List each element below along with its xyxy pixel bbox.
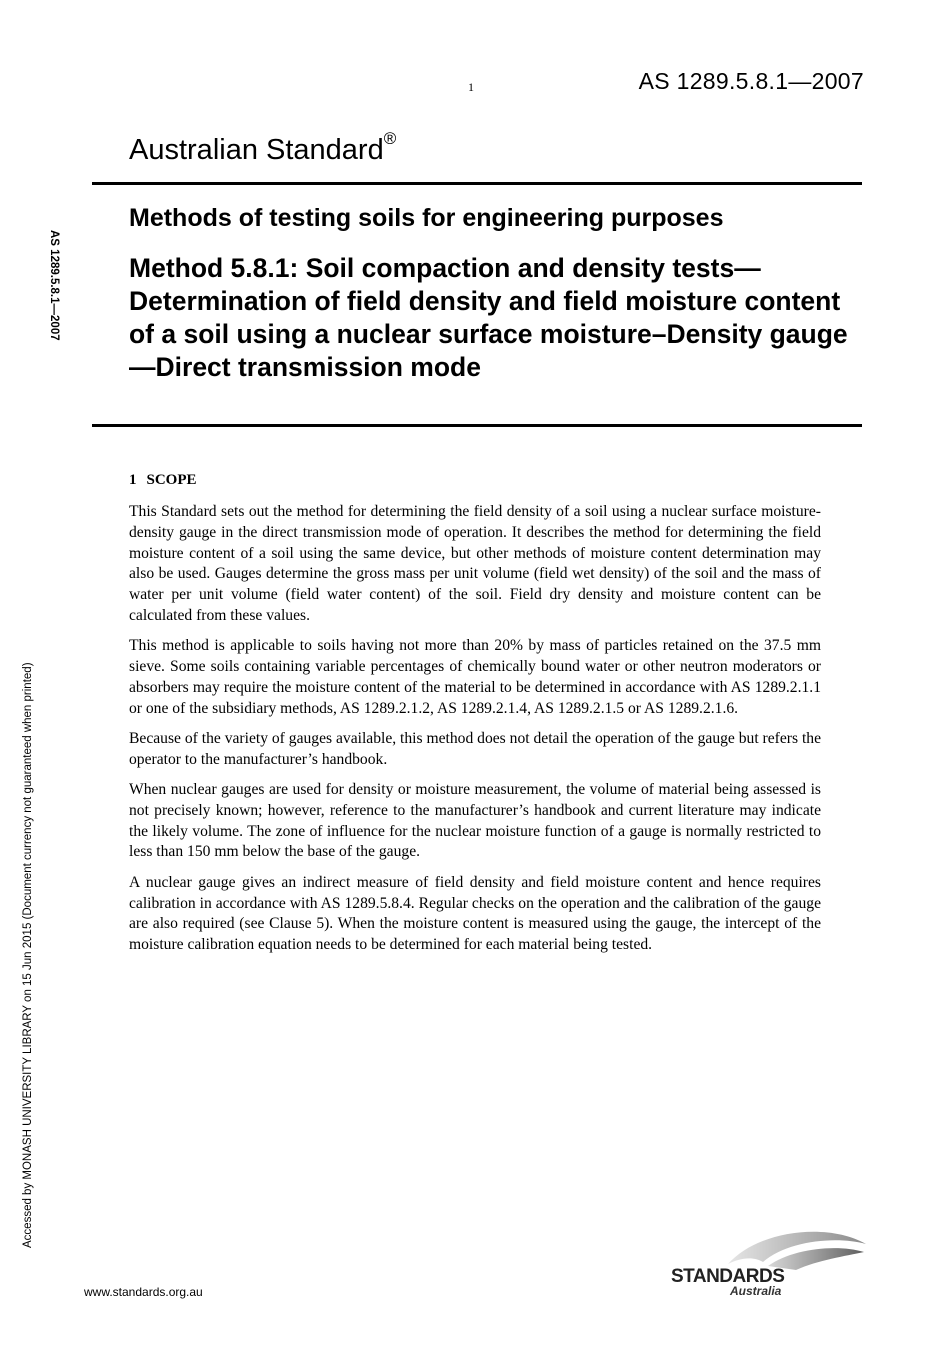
document-code: AS 1289.5.8.1—2007 [638, 68, 864, 94]
section-title: SCOPE [146, 472, 197, 488]
registered-mark: ® [383, 129, 397, 149]
scope-paragraph-1: This Standard sets out the method for determining the field density of a soil using a nuclear surface moisture-density gauge in the direct transmission mode of operation. It describes the method for determining the field moisture content of a soil using the same device, but other methods of moisture content determination may also be used. Gauges determine the gross mass per unit volume (field wet density) of the soil and the mass of water per unit volume (field water content) of the soil. Field dry density and moisture content can be calculated from these values. [129, 503, 821, 624]
scope-paragraph-4: When nuclear gauges are used for density or moisture measurement, the volume of material being assessed is not precisely known; however, reference to the manufacturer’s handbook and current literature may indicate the likely volume. The zone of influence for the nuclear moisture function of a gauge is normally restricted to less than 150 mm below the base of the gauge. [129, 781, 821, 861]
standard-label-text: Australian Standard [129, 134, 384, 166]
logo-subtitle: Australia [730, 1284, 782, 1298]
page-number: 1 [468, 80, 474, 94]
standards-australia-logo [668, 1226, 868, 1302]
series-title: Methods of testing soils for engineering purposes [129, 204, 724, 232]
scope-paragraph-3: Because of the variety of gauges available, this method does not detail the operation of the gauge but refers the operator to the manufacturer’s handbook. [129, 729, 821, 768]
standard-label [129, 129, 397, 167]
scope-body [129, 502, 821, 965]
footer-url[interactable]: www.standards.org.au [84, 1285, 203, 1299]
section-heading [129, 472, 197, 489]
title-top-rule [92, 182, 862, 185]
section-number: 1 [129, 472, 137, 488]
logo-name: STANDARDS [671, 1266, 785, 1287]
access-notice: Accessed by MONASH UNIVERSITY LIBRARY on 15 Jun 2015 (Document currency not guaranteed when printed) [22, 662, 34, 1248]
method-title: Method 5.8.1: Soil compaction and density tests—Determination of field density and field moisture content of a soil using a nuclear surface moisture–Density gauge—Direct transmission mode [129, 253, 848, 382]
scope-paragraph-2: This method is applicable to soils having not more than 20% by mass of particles retained on the 37.5 mm sieve. Some soils containing variable percentages of chemically bound water or other neutron moderators or absorbers may require the moisture content of the material to be determined in accordance with AS 1289.2.1.1 or one of the subsidiary methods, AS 1289.2.1.2, AS 1289.2.1.4, AS 1289.2.1.5 or AS 1289.2.1.6. [129, 637, 821, 717]
side-document-code: AS 1289.5.8.1—2007 [48, 230, 60, 341]
title-bottom-rule [92, 424, 862, 427]
scope-paragraph-5: A nuclear gauge gives an indirect measure of field density and field moisture content and hence requires calibration in accordance with AS 1289.5.8.4. Regular checks on the operation and the calibration of the gauge are also required (see Clause 5). When the moisture content is measured using the gauge, the intercept of the moisture calibration equation needs to be determined for each material being tested. [129, 873, 821, 954]
